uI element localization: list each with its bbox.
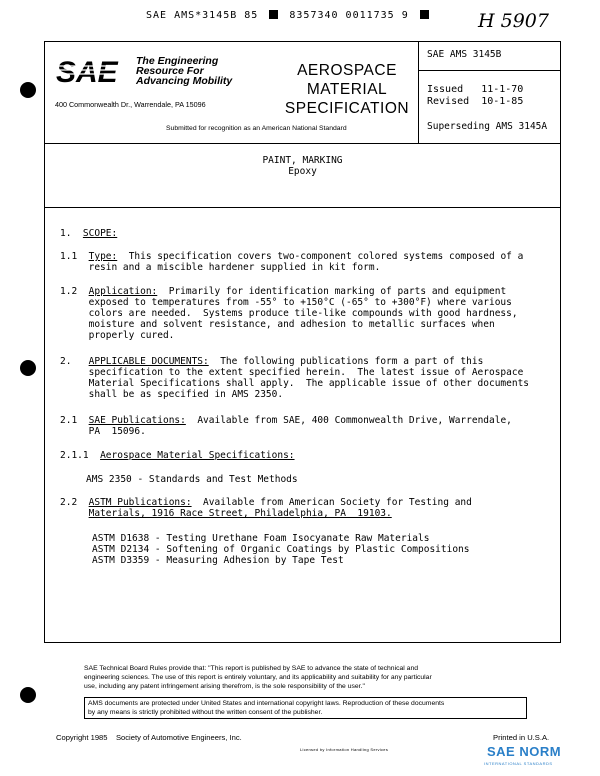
tagline-line: Advancing Mobility — [136, 75, 233, 87]
section-2-1-1 — [60, 450, 295, 461]
binder-hole-icon — [20, 687, 36, 703]
sae-norm-watermark: SAE NORM — [487, 744, 562, 759]
issued-label: Issued — [427, 84, 464, 95]
title-divider — [44, 207, 561, 208]
section-1-2 — [60, 286, 518, 341]
section-heading: SAE Publications: — [88, 415, 186, 426]
section-number: 2.2 — [60, 497, 78, 508]
superseding-note: Superseding AMS 3145A — [427, 121, 548, 132]
tagline-line: The Engineering — [136, 55, 219, 67]
footer-line: AMS documents are protected under United States and international copyright laws. Reproduction of these documents — [88, 700, 445, 707]
handwritten-number: H 5907 — [478, 10, 549, 32]
scan-header-left: SAE AMS*3145B 85 — [146, 10, 259, 21]
section-heading: SCOPE: — [82, 228, 118, 239]
black-square-mark — [269, 10, 278, 19]
spec-number-divider — [418, 70, 561, 71]
title-sub: Epoxy — [288, 166, 317, 177]
spec-dates — [427, 84, 523, 108]
section-1-1 — [60, 251, 523, 273]
footer-line: SAE Technical Board Rules provide that: "This report is published by SAE to advance the state of technical and — [84, 665, 419, 672]
title-main: PAINT, MARKING — [262, 155, 343, 166]
paragraph-line: colors are needed. Systems produce tile-like compounds with good hardness, — [88, 308, 518, 319]
binder-hole-icon — [20, 360, 36, 376]
astm-item: ASTM D2134 - Softening of Organic Coatings by Plastic Compositions — [92, 544, 470, 555]
copyright-year: Copyright 1985 — [56, 733, 108, 742]
submitted-note: Submitted for recognition as an American National Standard — [166, 125, 347, 132]
license-line: Licensed by Information Handling Services — [300, 747, 389, 752]
section-number: 1. — [60, 228, 72, 239]
board-rules-note — [84, 664, 432, 691]
paragraph-line: moisture and solvent resistance, and adhesion to metallic surfaces when — [88, 319, 495, 330]
section-number: 1.1 — [60, 251, 78, 262]
section-heading: APPLICABLE DOCUMENTS: — [88, 356, 209, 367]
paragraph-line: specification to the extent specified herein. The latest issue of Aerospace — [88, 367, 524, 378]
paragraph-line: properly cured. — [88, 330, 175, 341]
astm-item: ASTM D3359 - Measuring Adhesion by Tape Test — [92, 555, 344, 566]
paragraph-line: This specification covers two-component colored systems composed of a — [128, 251, 524, 262]
copyright-line — [56, 733, 242, 742]
footer-line: engineering sciences. The use of this report is entirely voluntary, and its applicability and suitability for any particular — [84, 674, 432, 681]
section-number: 2.1 — [60, 415, 78, 426]
revised-date: 10-1-85 — [481, 96, 524, 107]
spec-number: SAE AMS 3145B — [427, 49, 502, 60]
astm-list — [92, 533, 470, 566]
document-type — [272, 61, 422, 118]
sae-norm-watermark-sub: INTERNATIONAL STANDARDS — [484, 761, 553, 766]
section-1 — [60, 228, 117, 239]
copyright-notice-box — [84, 697, 527, 719]
sae-logo-text: SAE — [56, 57, 118, 85]
paragraph-line: exposed to temperatures from -55° to +150°C (-65° to +300°F) where various — [88, 297, 512, 308]
astm-item: ASTM D1638 - Testing Urethane Foam Isocyanate Raw Materials — [92, 533, 430, 544]
paragraph-line: The following publications form a part of this — [220, 356, 484, 367]
section-heading: Type: — [88, 251, 118, 262]
paragraph-line: Primarily for identification marking of parts and equipment — [168, 286, 507, 297]
section-number: 1.2 — [60, 286, 78, 297]
revised-label: Revised — [427, 96, 470, 107]
section-2 — [60, 356, 529, 400]
org-tagline — [136, 56, 232, 86]
doc-type-line: MATERIAL — [306, 81, 388, 98]
paragraph-line: resin and a miscible hardener supplied in kit form. — [88, 262, 381, 273]
paragraph-line: Material Specifications shall apply. The applicable issue of other documents — [88, 378, 530, 389]
tagline-line: Resource For — [136, 65, 204, 77]
section-heading: ASTM Publications: — [88, 497, 192, 508]
section-number: 2. — [60, 356, 72, 367]
footer-line: by any means is strictly prohibited without the written consent of the publisher. — [88, 709, 323, 716]
scan-header — [146, 10, 433, 21]
section-number: 2.1.1 — [60, 450, 89, 461]
org-address: 400 Commonwealth Dr., Warrendale, PA 15096 — [55, 100, 206, 109]
section-heading: Aerospace Material Specifications: — [100, 450, 295, 461]
doc-type-line: SPECIFICATION — [284, 100, 410, 117]
paragraph-line: Materials, 1916 Race Street, Philadelphia, PA 19103. — [88, 508, 392, 519]
sae-logo-icon — [56, 57, 132, 85]
footer-line: use, including any patent infringement arising therefrom, is the sole responsibility of the user." — [84, 683, 365, 690]
paragraph-line: PA 15096. — [88, 426, 146, 437]
paragraph-line: Available from SAE, 400 Commonwealth Drive, Warrendale, — [197, 415, 512, 426]
printed-in: Printed in U.S.A. — [493, 733, 550, 742]
spec-title — [44, 155, 561, 177]
society-name: Society of Automotive Engineers, Inc. — [115, 733, 242, 742]
section-2-2 — [60, 497, 472, 519]
binder-hole-icon — [20, 82, 36, 98]
section-2-1 — [60, 415, 512, 437]
ams-reference: AMS 2350 - Standards and Test Methods — [86, 474, 298, 485]
scan-header-middle: 8357340 0011735 9 — [289, 10, 409, 21]
header-divider — [44, 143, 561, 144]
black-square-mark — [420, 10, 429, 19]
paragraph-line: Available from American Society for Testing and — [203, 497, 472, 508]
doc-type-line: AEROSPACE — [297, 62, 397, 79]
issued-date: 11-1-70 — [481, 84, 524, 95]
paragraph-line: shall be as specified in AMS 2350. — [88, 389, 284, 400]
section-heading: Application: — [88, 286, 158, 297]
